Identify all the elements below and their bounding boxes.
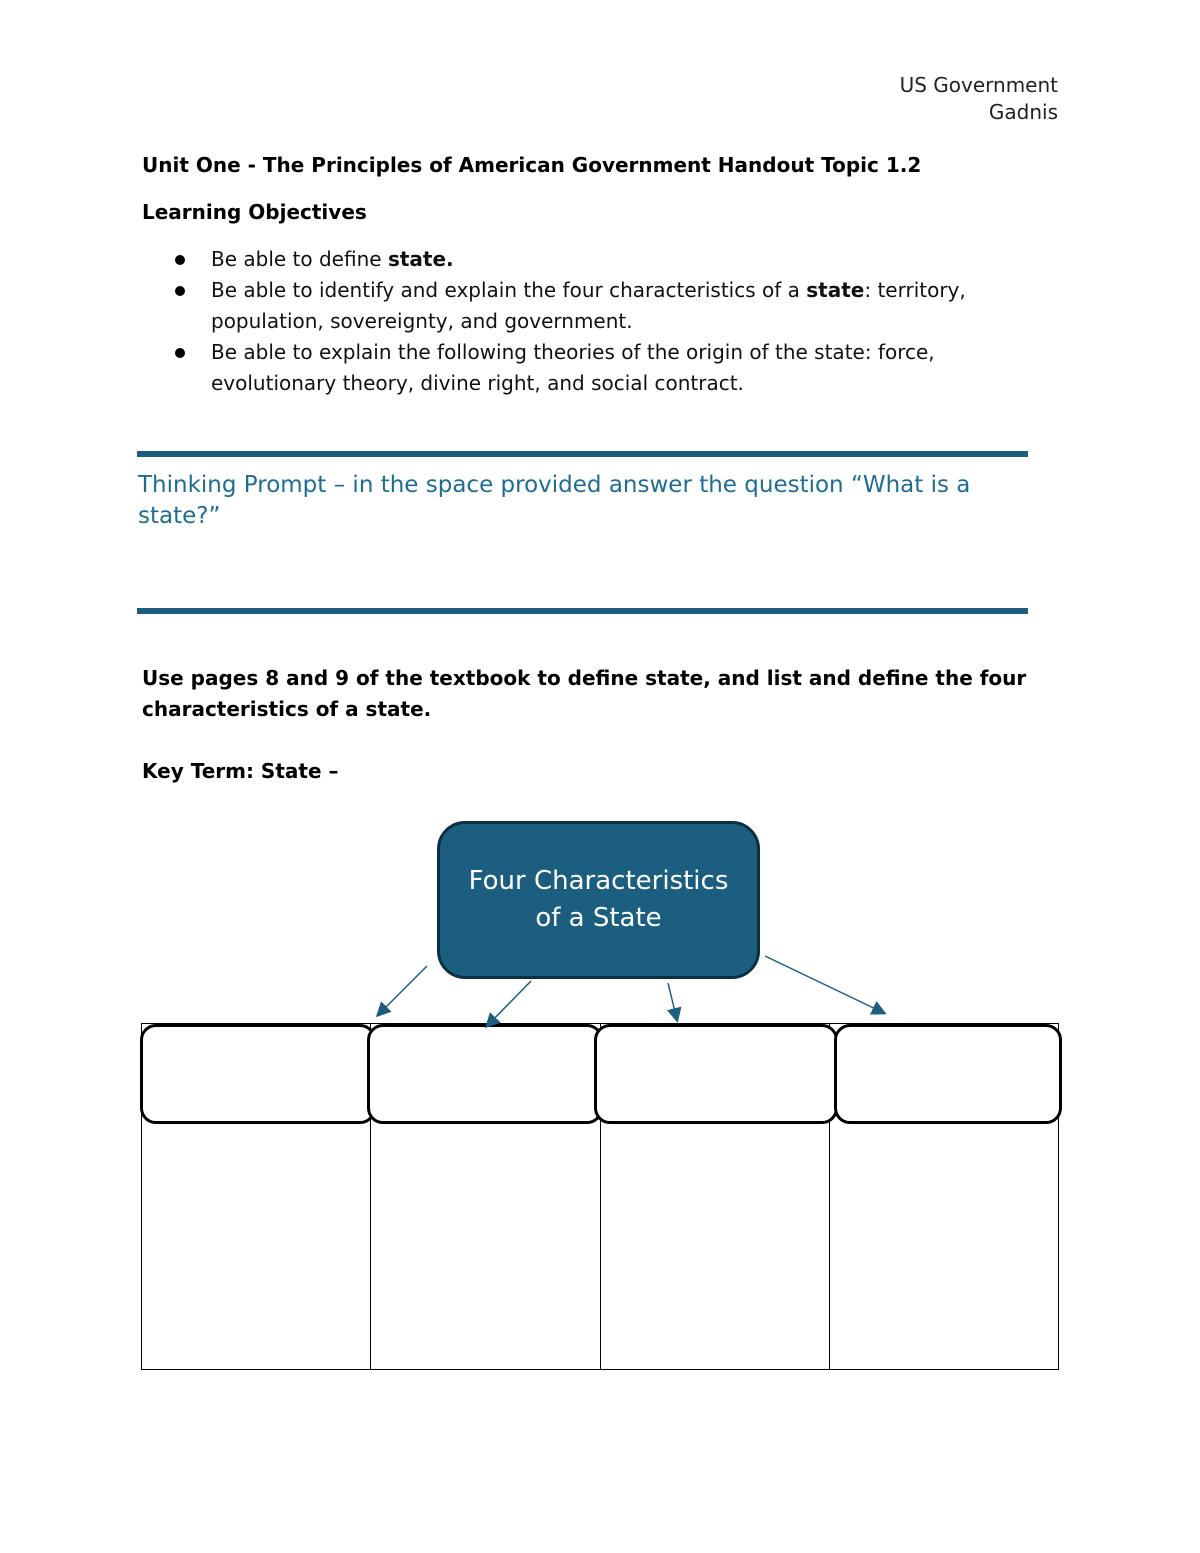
objective-text: Be able to explain the following theories of the origin of the state: force, evolutionary theory, divine right, and social contract. xyxy=(211,340,935,395)
objective-text: Be able to define xyxy=(211,247,388,271)
center-concept-label: Four Characteristics of a State xyxy=(468,866,729,933)
course-name: US Government xyxy=(899,73,1058,97)
objective-bold-term: state xyxy=(806,278,865,302)
thinking-prompt: Thinking Prompt – in the space provided answer the question “What is a state?” xyxy=(138,472,971,529)
arrow-3 xyxy=(668,983,677,1020)
objective-text: Be able to identify and explain the four characteristics of a xyxy=(211,278,807,302)
objective-bold-term: state. xyxy=(387,247,454,271)
arrow-1 xyxy=(378,966,427,1015)
center-concept-box xyxy=(437,821,760,979)
teacher-name: Gadnis xyxy=(988,100,1058,124)
objective-text-after: : territory, population, sovereignty, and government. xyxy=(211,278,966,333)
key-term-state: Key Term: State – xyxy=(142,759,339,783)
textbook-instruction: Use pages 8 and 9 of the textbook to define state, and list and define the four characteristics of a state. xyxy=(142,666,1027,721)
objectives-heading: Learning Objectives xyxy=(142,200,367,224)
arrow-2 xyxy=(487,981,531,1026)
page-title: Unit One - The Principles of American Government Handout Topic 1.2 xyxy=(142,153,922,177)
arrow-4 xyxy=(765,956,884,1013)
